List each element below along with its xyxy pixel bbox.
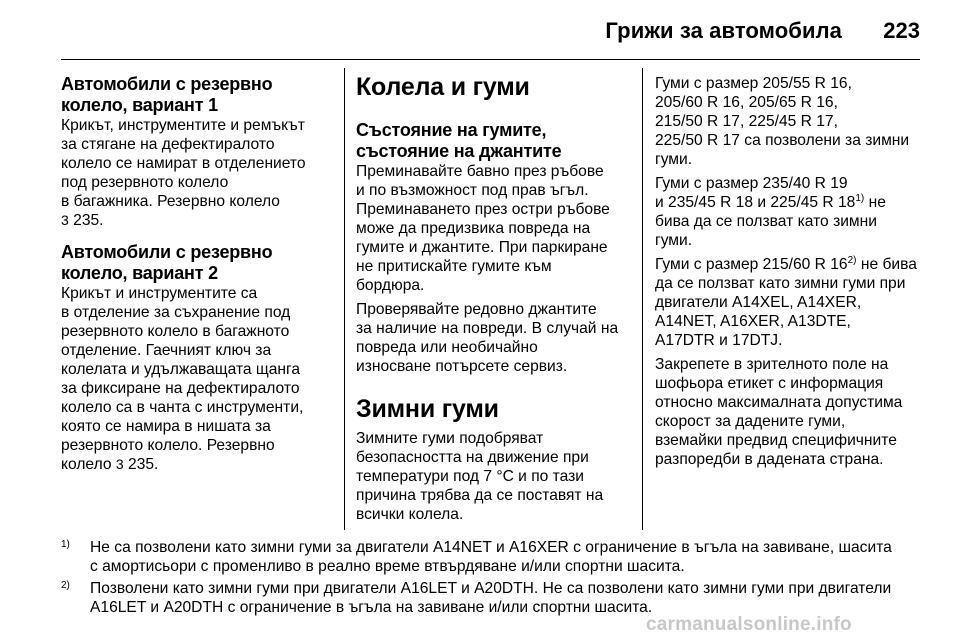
column-3 bbox=[655, 74, 935, 469]
page-ref-link[interactable]: 235. bbox=[73, 212, 104, 229]
page-header bbox=[0, 0, 960, 60]
footnote-ref-1: 1) bbox=[855, 192, 865, 204]
spare-wheel-v1-text: Крикът, инструментите и ремъкът за стягане на дефектиралото колело се намират в отделението под резервното колело в багажника. Резервно колело 3 235. bbox=[61, 117, 306, 229]
speed-label-text: Закрепете в зрителното поле на шофьора етикет с информация относно максималната допустима скорост за дадените гуми, вземайки предвид специфичните разпоредби в дадената страна. bbox=[655, 356, 903, 468]
tyre-condition-text: Преминавайте бавно през ръбове и по възможност под прав ъгъл. Преминаването през остри ръбове може да предизвика повреда на гумите и джантите. При паркиране не притискайте гумите към бордюра. bbox=[356, 163, 610, 294]
restricted-sizes-1-text: Гуми с размер 235/40 R 19 и 235/45 R 18 и 225/45 R 18$^{1)}$ не бива да се ползват като зимни гуми. bbox=[655, 175, 886, 249]
footnote-mark: 1) bbox=[61, 539, 70, 550]
column-divider-2 bbox=[642, 68, 643, 530]
spare-wheel-v1-heading: Автомобили с резервно колело, вариант 1 bbox=[61, 74, 273, 115]
column-2 bbox=[356, 72, 634, 524]
winter-tyres-text: Зимните гуми подобряват безопасността на движение при температури под 7 °C и по тази причина трябва да се поставят на всички колела. bbox=[356, 430, 604, 523]
page-number: 223 bbox=[883, 18, 920, 43]
page-ref-arrow-icon: 3 bbox=[61, 212, 69, 228]
page-ref-arrow-icon: 3 bbox=[115, 456, 124, 472]
footnote-mark: 2) bbox=[61, 580, 70, 591]
rim-check-text: Проверявайте редовно джантите за наличие на повреди. В случай на повреда или необичайно износване потърсете сервиз. bbox=[356, 301, 619, 375]
footnote-1: 1) Не са позволени като зимни гуми за двигатели A14NET и A16XER с ограничение в ъгъла на завиване, шасита с амортисьори с променливо в реално време втвърдяване и/или спортни шасита. bbox=[61, 538, 931, 576]
column-divider-1 bbox=[344, 68, 345, 530]
header-rule bbox=[61, 59, 920, 60]
tyre-condition-heading: Състояние на гумите, състояние на джантите bbox=[356, 120, 562, 161]
spare-wheel-v2-heading: Автомобили с резервно колело, вариант 2 bbox=[61, 242, 273, 283]
wheels-tyres-heading: Колела и гуми bbox=[356, 73, 530, 101]
header-title: Грижи за автомобила bbox=[605, 18, 842, 43]
allowed-winter-sizes-text: Гуми с размер 205/55 R 16, 205/60 R 16, 205/65 R 16, 215/50 R 17, 225/45 R 17, 225/50 R 17 са позволени за зимни гуми. bbox=[655, 75, 910, 168]
footnote-ref-2: 2) bbox=[847, 254, 857, 266]
footnotes bbox=[61, 538, 931, 620]
footnote-2: 2) Позволени като зимни гуми при двигатели A16LET и A20DTH. Не са позволени като зимни гуми при двигатели A16LET и A20DTH с ограничение в ъгъла на завиване и/или спортни шасита. bbox=[61, 579, 931, 617]
page-ref-link[interactable]: 235. bbox=[128, 456, 159, 473]
restricted-sizes-2-text: Гуми с размер 215/60 R 16$^{2)}$ не бива да се ползват като зимни гуми при двигатели A14XEL, A14XER, A14NET, A16XER, A13DTE, A17DTR и 17DTJ. bbox=[655, 254, 917, 349]
winter-tyres-heading: Зимни гуми bbox=[356, 395, 499, 423]
spare-wheel-v2-text: Крикът и инструментите са в отделение за съхранение под резервното колело в багажното отделение. Гаечният ключ за колелата и удължаващата щанга за фиксиране на дефектиралото колело са в чанта с инструменти, която се намира в нишата за резервното колело. Резервно колело 3 235. bbox=[61, 285, 304, 473]
watermark: carmanualsonline.info bbox=[646, 614, 852, 635]
column-1 bbox=[61, 74, 336, 474]
